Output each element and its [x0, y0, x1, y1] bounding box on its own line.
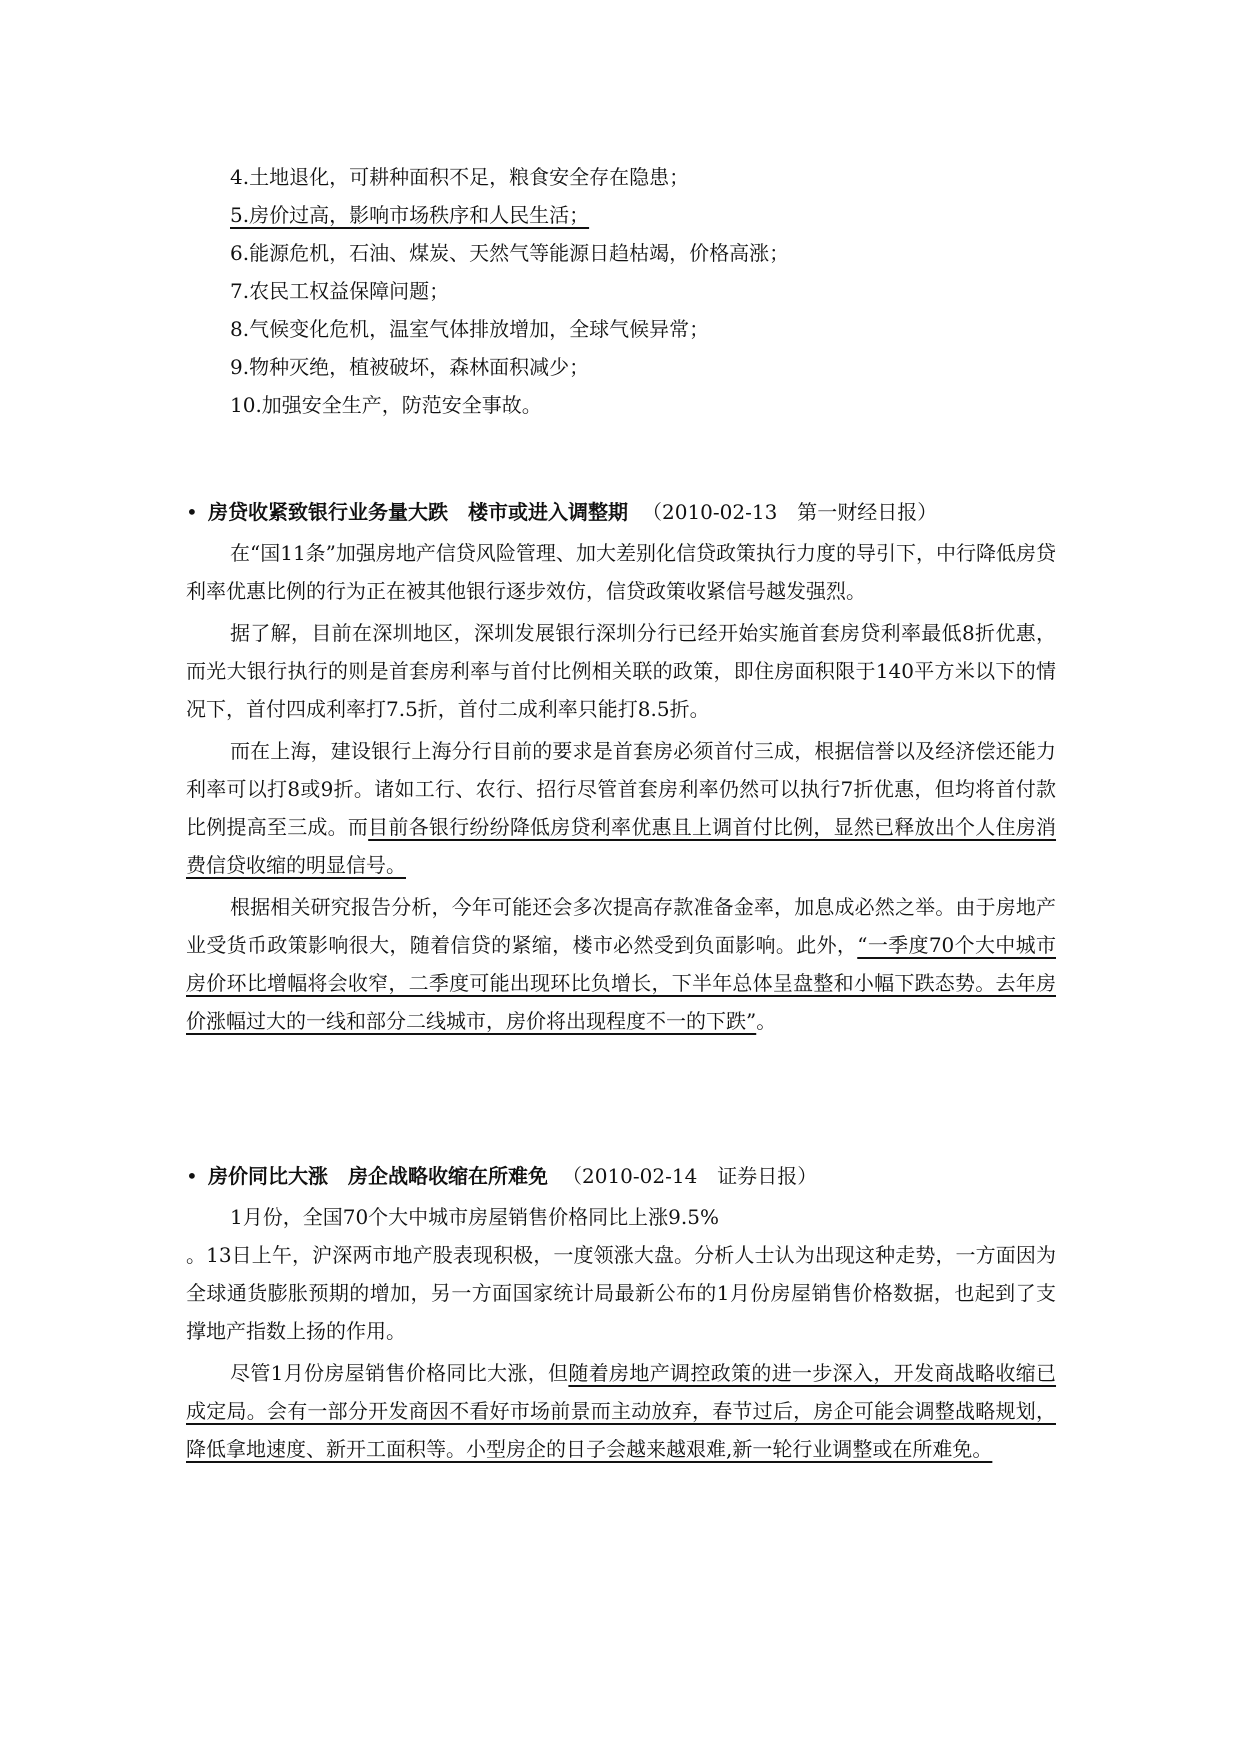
news-section-developers — [186, 1157, 1056, 1472]
paragraph-text: 。 — [756, 1009, 777, 1033]
issue-list — [230, 158, 1110, 424]
underlined-text: 目前各银行纷纷降低房贷利率优惠且上调首付比例，显然已释放出个人住房消费信贷收缩的明显信号。 — [186, 815, 1057, 877]
list-item: 7.农民工权益保障问题； — [230, 279, 450, 303]
paragraph — [186, 732, 1056, 884]
section-heading — [186, 1157, 1056, 1195]
list-item: 8.气候变化危机，温室气体排放增加，全球气候异常； — [230, 317, 710, 341]
paragraph-text: 根据相关研究报告分析，今年可能还会多次提高存款准备金率，加息成必然之举。由于房地产业受货币政策影响很大，随着信贷的紧缩，楼市必然受到负面影响。此外， — [186, 895, 1056, 957]
list-item: 9.物种灭绝，植被破坏，森林面积减少； — [230, 355, 590, 379]
paragraph: 1月份，全国70个大中城市房屋销售价格同比上涨9.5% — [230, 1205, 719, 1229]
underlined-text: “一季度70个大中城市房价环比增幅将会收窄，二季度可能出现环比负增长，下半年总体呈盘整和小幅下跌态势。去年房价涨幅过大的一线和部分二线城市，房价将出现程度不一的下跌” — [186, 933, 1056, 1033]
news-section-mortgage — [186, 493, 1056, 1044]
list-item: 10.加强安全生产，防范安全事故。 — [230, 393, 542, 417]
paragraph: 。13日上午，沪深两市地产股表现积极，一度领涨大盘。分析人士认为出现这种走势，一方面因为全球通货膨胀预期的增加，另一方面国家统计局最新公布的1月份房屋销售价格数据，也起到了支撑地产指数上扬的作用。 — [186, 1243, 1056, 1343]
paragraph — [186, 1354, 1056, 1468]
section-heading — [186, 493, 1056, 531]
underlined-text: 随着房地产调控政策的进一步深入，开发商战略收缩已成定局。会有一部分开发商因不看好市场前景而主动放弃，春节过后，房企可能会调整战略规划，降低拿地速度、新开工面积等。小型房企的日子会越来越艰难,新一轮行业调整或在所难免。 — [186, 1361, 1057, 1461]
section-title: 房贷收紧致银行业务量大跌 楼市或进入调整期 — [208, 500, 628, 524]
list-item: 6.能源危机，石油、煤炭、天然气等能源日趋枯竭，价格高涨； — [230, 241, 790, 265]
paragraph-text: 而在上海，建设银行上海分行目前的要求是首套房必须首付三成，根据信誉以及经济偿还能力利率可以打8或9折。诸如工行、农行、招行尽管首套房利率仍然可以执行7折优惠，但均将首付款比例提高至三成。而 — [186, 739, 1056, 839]
paragraph-text: 尽管1月份房屋销售价格同比大涨，但 — [230, 1361, 569, 1385]
section-source: （2010-02-14 证券日报） — [562, 1164, 818, 1188]
section-source: （2010-02-13 第一财经日报） — [642, 500, 938, 524]
paragraph: 在“国11条”加强房地产信贷风险管理、加大差别化信贷政策执行力度的导引下，中行降低房贷利率优惠比例的行为正在被其他银行逐步效仿，信贷政策收紧信号越发强烈。 — [186, 541, 1056, 603]
bullet-icon: • — [186, 500, 198, 524]
list-item — [230, 196, 1110, 234]
underlined-text: 5.房价过高，影响市场秩序和人民生活； — [230, 203, 590, 227]
paragraph — [186, 888, 1056, 1040]
section-title: 房价同比大涨 房企战略收缩在所难免 — [208, 1164, 548, 1188]
list-item: 4.土地退化，可耕种面积不足，粮食安全存在隐患； — [230, 165, 690, 189]
bullet-icon: • — [186, 1164, 198, 1188]
paragraph: 据了解，目前在深圳地区，深圳发展银行深圳分行已经开始实施首套房贷利率最低8折优惠，而光大银行执行的则是首套房利率与首付比例相关联的政策，即住房面积限于140平方米以下的情况下，首付四成利率打7.5折，首付二成利率只能打8.5折。 — [186, 621, 1056, 721]
